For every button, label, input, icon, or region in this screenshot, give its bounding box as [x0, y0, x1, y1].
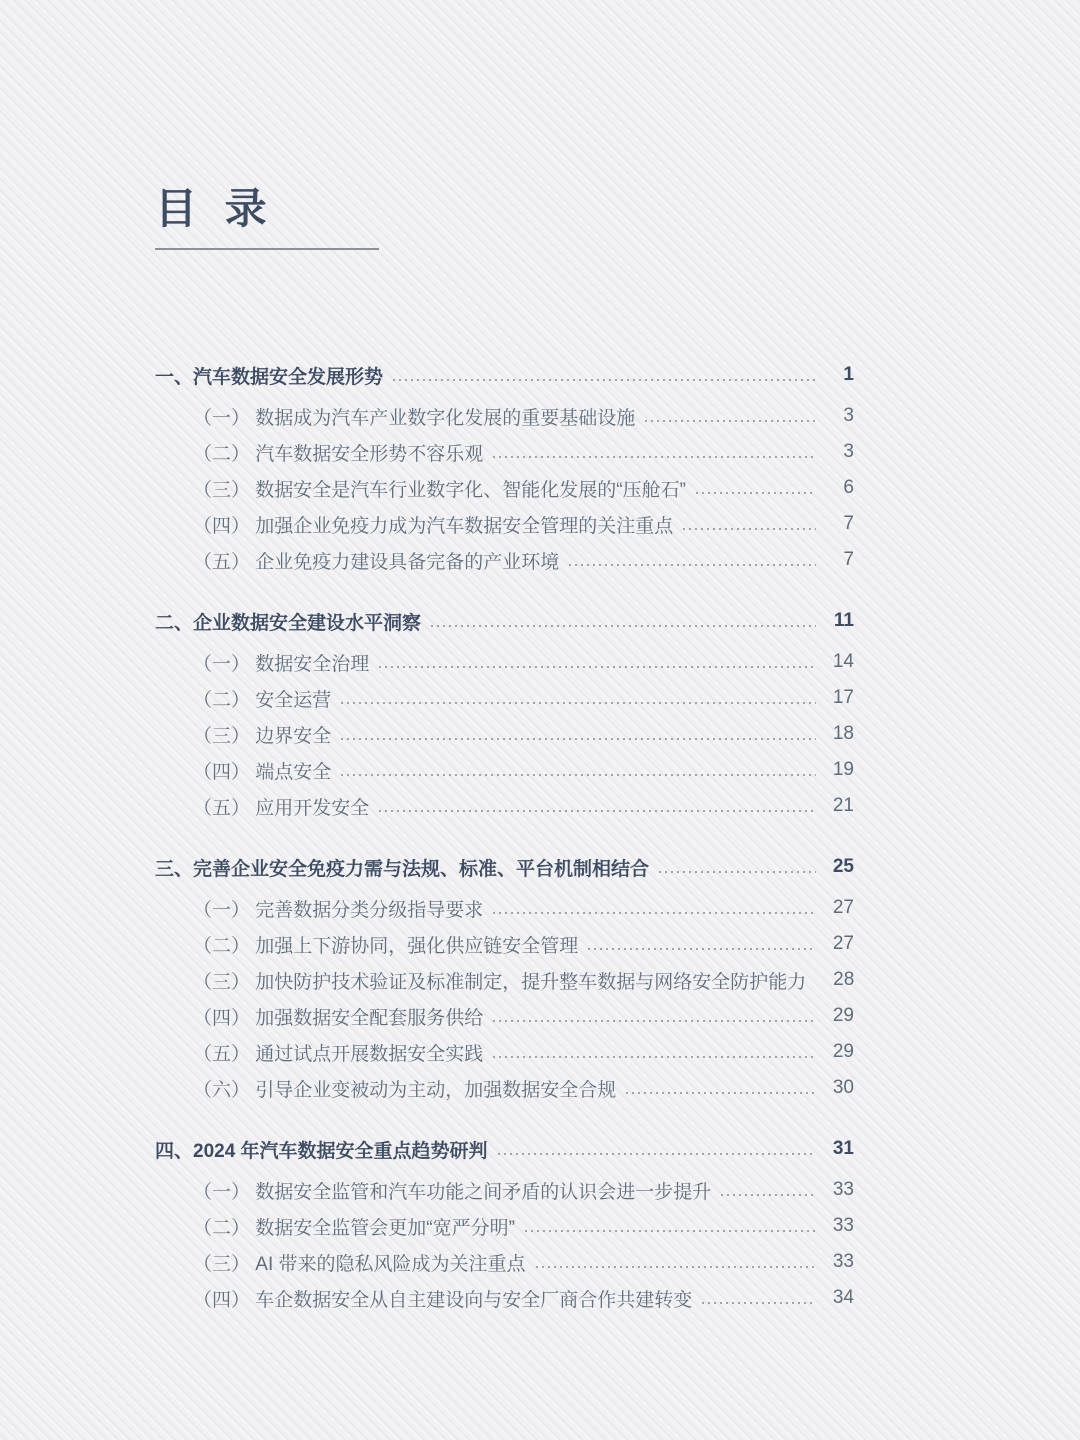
toc-item-row[interactable]: [155, 998, 854, 1034]
toc-item-label: （二） 汽车数据安全形势不容乐观: [193, 443, 484, 465]
toc-item-label: （一） 数据安全监管和汽车功能之间矛盾的认识会进一步提升: [193, 1181, 712, 1203]
toc-item-page: 18: [832, 723, 854, 745]
dot-leader: [659, 871, 816, 873]
toc-section-label: 二、企业数据安全建设水平洞察: [155, 612, 422, 634]
dot-leader: [588, 948, 816, 950]
page-title: 目 录: [155, 185, 275, 232]
dot-leader: [525, 1230, 816, 1232]
dot-leader: [536, 1266, 816, 1268]
toc-section-label: 三、完善企业安全免疫力需与法规、标准、平台机制相结合: [155, 858, 650, 880]
toc-item-label: （一） 数据安全治理: [193, 653, 370, 675]
toc-item-page: 14: [832, 651, 854, 673]
toc-item-page: 28: [833, 969, 855, 991]
toc-item-label: （四） 车企数据安全从自主建设向与安全厂商合作共建转变: [193, 1289, 693, 1311]
dot-leader: [702, 1302, 816, 1304]
toc-item-row[interactable]: [155, 1208, 854, 1244]
dot-leader: [341, 738, 816, 740]
toc-item-label: （二） 安全运营: [193, 689, 332, 711]
toc-item-page: 7: [843, 549, 854, 571]
toc-section-row[interactable]: [155, 598, 854, 644]
toc-section-label: 一、汽车数据安全发展形势: [155, 366, 384, 388]
toc-item-label: （五） 通过试点开展数据安全实践: [193, 1043, 484, 1065]
toc-item-page: 27: [832, 933, 854, 955]
toc-item-label: （一） 完善数据分类分级指导要求: [193, 899, 484, 921]
dot-leader: [341, 774, 816, 776]
toc-section-page: 31: [832, 1138, 854, 1160]
toc-item-page: 6: [843, 477, 854, 499]
toc-section-row[interactable]: [155, 352, 854, 398]
toc-item-label: （一） 数据成为汽车产业数字化发展的重要基础设施: [193, 407, 636, 429]
toc-item-row[interactable]: [155, 716, 854, 752]
title-underline: [155, 248, 379, 250]
toc-item-page: 21: [832, 795, 854, 817]
toc-item-row[interactable]: [155, 788, 854, 824]
dot-leader: [645, 420, 816, 422]
toc-list: [155, 352, 854, 1316]
toc-item-page: 33: [832, 1215, 854, 1237]
dot-leader: [569, 564, 816, 566]
toc-item-label: （四） 加强企业免疫力成为汽车数据安全管理的关注重点: [193, 515, 674, 537]
toc-section-page: 1: [843, 364, 854, 386]
toc-item-label: （四） 端点安全: [193, 761, 332, 783]
toc-item-row[interactable]: [155, 470, 854, 506]
toc-item-page: 19: [832, 759, 854, 781]
toc-item-row[interactable]: [155, 752, 854, 788]
toc-item-page: 3: [843, 441, 854, 463]
toc-item-page: 3: [843, 405, 854, 427]
toc-section-label: 四、2024 年汽车数据安全重点趋势研判: [155, 1140, 488, 1162]
toc-item-row[interactable]: [155, 1070, 854, 1106]
toc-item-row[interactable]: [155, 1244, 854, 1280]
toc-item-row[interactable]: [155, 890, 854, 926]
toc-section-row[interactable]: [155, 844, 854, 890]
toc-item-label: （六） 引导企业变被动为主动，加强数据安全合规: [193, 1079, 617, 1101]
dot-leader: [721, 1194, 816, 1196]
dot-leader: [379, 666, 816, 668]
toc-item-row[interactable]: [155, 962, 854, 998]
toc-item-row[interactable]: [155, 1172, 854, 1208]
toc-item-label: （五） 应用开发安全: [193, 797, 370, 819]
toc-item-row[interactable]: [155, 926, 854, 962]
toc-item-row[interactable]: [155, 506, 854, 542]
toc-item-row[interactable]: [155, 644, 854, 680]
toc-item-row[interactable]: [155, 398, 854, 434]
toc-item-page: 17: [832, 687, 854, 709]
toc-item-row[interactable]: [155, 542, 854, 578]
dot-leader: [493, 456, 816, 458]
toc-item-page: 34: [832, 1287, 854, 1309]
dot-leader: [393, 379, 816, 381]
dot-leader: [431, 625, 816, 627]
toc-item-page: 29: [832, 1041, 854, 1063]
toc-item-row[interactable]: [155, 680, 854, 716]
toc-section-page: 25: [832, 856, 854, 878]
toc-section-page: 11: [833, 610, 854, 632]
dot-leader: [493, 912, 816, 914]
toc-item-row[interactable]: [155, 1280, 854, 1316]
toc-item-label: （二） 加强上下游协同，强化供应链安全管理: [193, 935, 579, 957]
dot-leader: [379, 810, 816, 812]
toc-item-label: （五） 企业免疫力建设具备完备的产业环境: [193, 551, 560, 573]
toc-item-label: （三） AI 带来的隐私风险成为关注重点: [193, 1253, 526, 1275]
dot-leader: [493, 1056, 816, 1058]
toc-item-page: 27: [832, 897, 854, 919]
toc-item-label: （二） 数据安全监管会更加“宽严分明”: [193, 1217, 515, 1239]
dot-leader: [493, 1020, 816, 1022]
dot-leader: [498, 1153, 816, 1155]
toc-item-page: 33: [832, 1251, 854, 1273]
toc-item-label: （三） 边界安全: [193, 725, 332, 747]
dot-leader: [626, 1092, 816, 1094]
toc-item-page: 30: [832, 1077, 854, 1099]
toc-item-row[interactable]: [155, 1034, 854, 1070]
toc-item-row[interactable]: [155, 434, 854, 470]
toc-item-page: 7: [843, 513, 854, 535]
dot-leader: [341, 702, 816, 704]
toc-item-page: 29: [832, 1005, 854, 1027]
toc-section-row[interactable]: [155, 1126, 854, 1172]
dot-leader: [683, 528, 816, 530]
dot-leader: [696, 492, 816, 494]
toc-item-page: 33: [832, 1179, 854, 1201]
toc-item-label: （三） 数据安全是汽车行业数字化、智能化发展的“压舱石”: [193, 479, 686, 501]
toc-item-label: （四） 加强数据安全配套服务供给: [193, 1007, 484, 1029]
toc-item-label: （三） 加快防护技术验证及标准制定，提升整车数据与网络安全防护能力: [193, 971, 807, 993]
